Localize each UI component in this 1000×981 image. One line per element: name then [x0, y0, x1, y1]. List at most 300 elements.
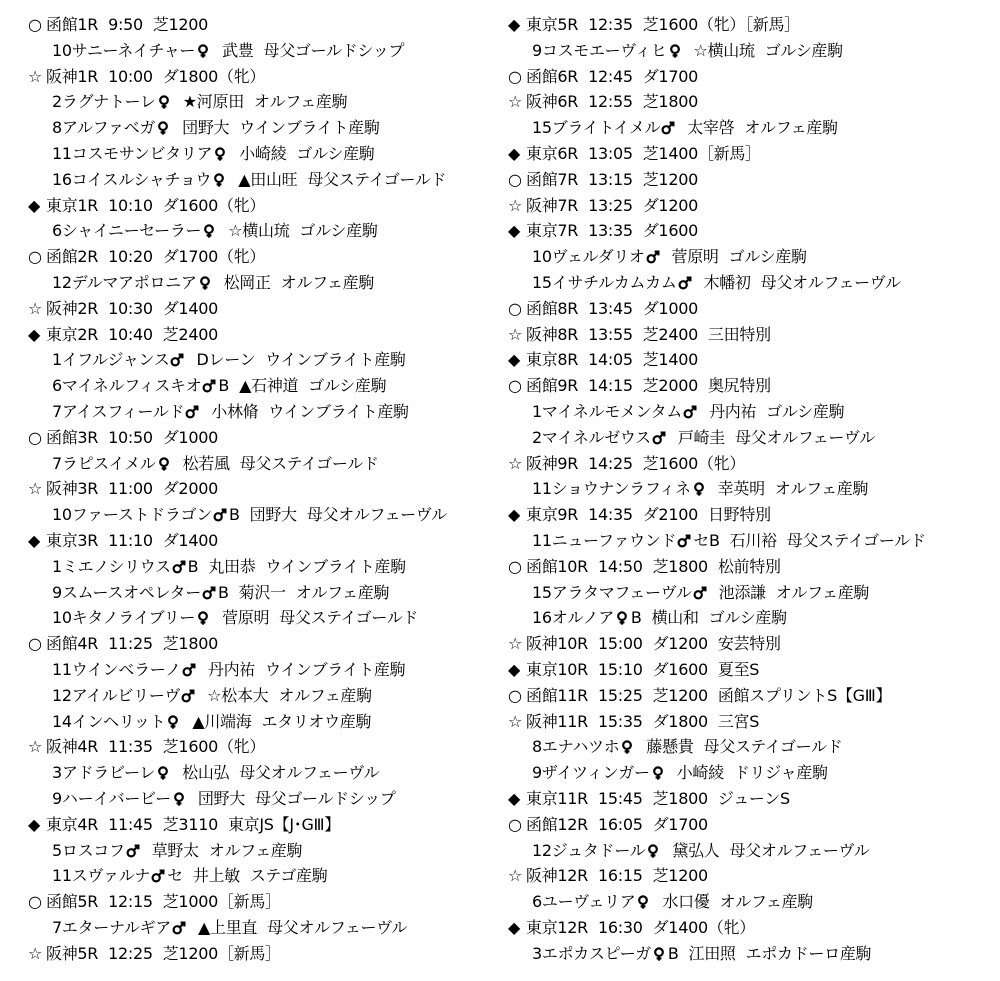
race-name: 阪神4R [46, 737, 99, 757]
horse-name: 10サニーネイチャー [52, 40, 196, 60]
horse-pedigree-note: 母父オルフェーヴル [239, 763, 380, 783]
horse-entry [508, 760, 988, 786]
race-header [508, 502, 988, 528]
jockey-name: 丹内祐 [207, 659, 255, 679]
jockey-name: 藤懸貴 [646, 737, 694, 757]
horse-pedigree-note: 母父オルフェーヴル [729, 840, 870, 860]
race-header [28, 425, 498, 451]
horse-pedigree-note: オルフェ産駒 [278, 685, 372, 705]
horse-pedigree-note: ウインブライト産駒 [268, 401, 409, 421]
race-time: 12:15 [108, 892, 153, 912]
race-mark: ◆ [28, 195, 41, 215]
jockey-name: 黛弘人 [672, 840, 720, 860]
race-header [28, 64, 498, 90]
horse-pedigree-note: ウインブライト産駒 [265, 350, 406, 370]
horse-name: 1ミエノシリウス [52, 556, 171, 576]
race-header [508, 167, 988, 193]
horse-suffix: B [630, 608, 642, 628]
race-mark: ○ [508, 556, 522, 576]
race-name: 阪神3R [46, 479, 99, 499]
horse-pedigree-note: ゴルシ産駒 [728, 247, 807, 267]
jockey-name: 小崎綾 [676, 763, 724, 783]
horse-name: 15ブライトイメル [532, 118, 661, 138]
race-name: 函館1R [46, 15, 99, 34]
race-title: 函館スプリントS【GⅢ】 [717, 685, 892, 705]
race-time: 14:35 [588, 505, 633, 525]
race-name: 函館2R [46, 247, 99, 267]
horse-name: 6マイネルフィスキオ [52, 376, 202, 396]
horse-suffix: B [228, 505, 240, 525]
race-mark: ☆ [508, 324, 523, 344]
horse-entry [28, 605, 498, 631]
race-header [28, 244, 498, 270]
horse-entry [508, 244, 988, 270]
race-name: 函館4R [46, 634, 99, 654]
horse-pedigree-note: 母父オルフェーヴル [760, 272, 901, 292]
horse-name: 11ウインベラーノ [52, 659, 181, 679]
jockey-name: ▲田山旺 [238, 169, 298, 189]
race-name: 函館3R [46, 427, 99, 447]
race-condition: ダ1800 [652, 711, 708, 731]
horse-name: 11コスモサンビタリア [52, 143, 213, 163]
race-name: 東京3R [46, 530, 99, 550]
race-condition: 芝1000［新馬］ [162, 892, 281, 912]
race-mark: ☆ [28, 479, 43, 499]
horse-pedigree-note: ゴルシ産駒 [764, 40, 843, 60]
race-condition: 芝1800 [162, 634, 218, 654]
female-symbol-icon [213, 147, 227, 161]
race-condition: ダ1200 [642, 195, 698, 215]
male-symbol-icon [151, 869, 165, 883]
jockey-name: 武豊 [222, 40, 254, 60]
race-header [508, 89, 988, 115]
horse-pedigree-note: エタリオウ産駒 [261, 711, 372, 731]
horse-name: 3アドラビーレ [52, 763, 156, 783]
horse-suffix: B [187, 556, 199, 576]
race-header [508, 812, 988, 838]
jockey-name: 木幡初 [703, 272, 751, 292]
female-symbol-icon [646, 844, 660, 858]
race-header [508, 218, 988, 244]
jockey-name: 井上敏 [192, 866, 240, 886]
race-condition: 芝2400 [162, 324, 218, 344]
race-header [28, 193, 498, 219]
male-symbol-icon [652, 431, 666, 445]
horse-pedigree-note: 母父オルフェーヴル [267, 917, 408, 937]
horse-pedigree-note: ウインブライト産駒 [264, 659, 406, 679]
race-header [508, 863, 988, 889]
horse-entry [28, 115, 498, 141]
horse-name: 6シャイニーセーラー [52, 221, 202, 241]
male-symbol-icon [181, 689, 195, 703]
race-name: 阪神11R [526, 711, 588, 731]
horse-entry [508, 399, 988, 425]
race-mark: ◆ [508, 143, 521, 163]
race-time: 10:40 [108, 324, 153, 344]
race-name: 東京6R [526, 143, 579, 163]
male-symbol-icon [185, 405, 199, 419]
race-condition: 芝3110 [162, 814, 218, 834]
horse-pedigree-note: ゴルシ産駒 [708, 608, 787, 628]
race-time: 10:10 [108, 195, 153, 215]
jockey-name: 江田照 [688, 943, 736, 963]
race-name: 阪神10R [526, 634, 588, 654]
race-time: 14:15 [588, 376, 633, 396]
race-condition: 芝1600（牝）［新馬］ [642, 15, 800, 34]
race-name: 東京1R [46, 195, 99, 215]
horse-entry [28, 760, 498, 786]
horse-entry [508, 115, 988, 141]
race-time: 12:55 [588, 92, 633, 112]
race-mark: ○ [28, 247, 42, 267]
jockey-name: ☆横山琉 [228, 221, 290, 241]
male-symbol-icon [126, 844, 140, 858]
horse-entry [28, 141, 498, 167]
race-name: 阪神7R [526, 195, 579, 215]
race-condition: 芝1200 [652, 685, 708, 705]
horse-name: 12アイルビリーヴ [52, 685, 181, 705]
race-time: 13:45 [588, 298, 633, 318]
race-time: 13:35 [588, 221, 633, 241]
race-time: 11:45 [108, 814, 153, 834]
jockey-name: 池添謙 [718, 582, 766, 602]
horse-pedigree-note: 母父オルフェーヴル [306, 505, 447, 525]
race-name: 阪神12R [526, 866, 588, 886]
race-time: 15:25 [597, 685, 643, 705]
race-time: 12:45 [588, 66, 633, 86]
race-name: 函館9R [526, 376, 579, 396]
race-mark: ○ [508, 814, 522, 834]
horse-entry [28, 915, 498, 941]
race-title: ジューンS [717, 788, 790, 808]
male-symbol-icon [182, 663, 196, 677]
horse-name: 10ファーストドラゴン [52, 505, 212, 525]
horse-pedigree-note: 母父ステイゴールド [703, 737, 843, 757]
horse-pedigree-note: オルフェ産駒 [253, 92, 348, 112]
race-mark: ◆ [508, 505, 521, 525]
jockey-name: 水口優 [662, 892, 710, 912]
race-mark: ◆ [508, 15, 521, 34]
race-title: 日野特別 [707, 505, 771, 525]
race-name: 東京5R [526, 15, 579, 34]
female-symbol-icon [202, 224, 216, 238]
jockey-name: ▲石神道 [239, 376, 299, 396]
horse-name: 15アラタマフェーヴル [532, 582, 692, 602]
horse-entry [28, 373, 498, 399]
male-symbol-icon [172, 921, 186, 935]
male-symbol-icon [693, 586, 707, 600]
horse-entry [28, 657, 498, 683]
jockey-name: 団野大 [182, 118, 230, 138]
race-name: 函館7R [526, 169, 579, 189]
jockey-name: Dレーン [196, 350, 256, 370]
race-name: 東京11R [526, 788, 588, 808]
race-condition: ダ1600（牝） [162, 195, 266, 215]
race-name: 阪神6R [526, 92, 579, 112]
horse-entry [28, 838, 498, 864]
race-mark: ◆ [508, 659, 521, 679]
race-condition: 芝2000 [642, 376, 698, 396]
race-mark: ☆ [28, 737, 43, 757]
race-time: 16:05 [597, 814, 643, 834]
jockey-name: 小崎綾 [239, 143, 287, 163]
male-symbol-icon [683, 405, 697, 419]
race-mark: ○ [508, 376, 522, 396]
horse-entry [28, 167, 498, 193]
race-header [28, 476, 498, 502]
race-name: 阪神9R [526, 453, 579, 473]
race-name: 阪神1R [46, 66, 99, 86]
female-symbol-icon [668, 44, 682, 58]
race-condition: ダ2000 [162, 479, 218, 499]
race-mark: ○ [28, 427, 42, 447]
horse-pedigree-note: オルフェ産駒 [208, 840, 303, 860]
race-condition: ダ1200 [652, 634, 708, 654]
race-name: 東京9R [526, 505, 579, 525]
race-mark: ◆ [28, 814, 41, 834]
horse-name: 16オルノア [532, 608, 614, 628]
horse-pedigree-note: ゴルシ産駒 [766, 401, 845, 421]
male-symbol-icon [661, 121, 675, 135]
race-condition: ダ1000 [642, 298, 698, 318]
horse-suffix: セB [693, 530, 720, 550]
horse-entry [508, 838, 988, 864]
race-name: 阪神2R [46, 298, 99, 318]
race-title: 夏至S [717, 659, 760, 679]
race-condition: ダ2100 [642, 505, 698, 525]
male-symbol-icon [678, 276, 692, 290]
male-symbol-icon [170, 353, 184, 367]
horse-pedigree-note: オルフェ産駒 [774, 479, 869, 499]
race-header [508, 709, 988, 735]
male-symbol-icon [202, 379, 216, 393]
jockey-name: ☆横山琉 [693, 40, 755, 60]
race-name: 東京8R [526, 350, 579, 370]
female-symbol-icon [198, 276, 212, 290]
horse-pedigree-note: 母父ステイゴールド [239, 453, 379, 473]
race-header [508, 141, 988, 167]
horse-suffix: B [217, 582, 229, 602]
race-header [508, 451, 988, 477]
race-mark: ○ [508, 169, 522, 189]
race-header [508, 296, 988, 322]
horse-name: 7アイスフィールド [52, 401, 185, 421]
race-title: 安芸特別 [717, 634, 781, 654]
male-symbol-icon [202, 586, 216, 600]
horse-name: 2ラグナトーレ [52, 92, 156, 112]
horse-name: 7エターナルギア [52, 917, 171, 937]
male-symbol-icon [172, 560, 186, 574]
race-header [508, 554, 988, 580]
female-symbol-icon [652, 947, 666, 961]
horse-entry [28, 218, 498, 244]
race-title: 東京JS【J･GⅢ】 [227, 814, 340, 834]
horse-entry [28, 399, 498, 425]
horse-pedigree-note: オルフェ産駒 [280, 272, 375, 292]
horse-name: 9ハーイバービー [52, 788, 171, 808]
race-name: 阪神8R [526, 324, 579, 344]
race-time: 11:10 [108, 530, 153, 550]
horse-pedigree-note: ステゴ産駒 [249, 866, 328, 886]
horse-pedigree-note: ゴルシ産駒 [296, 143, 375, 163]
race-condition: ダ1800（牝） [162, 66, 266, 86]
race-mark: ○ [28, 892, 42, 912]
horse-name: 3エポカスピーガ [532, 943, 651, 963]
horse-pedigree-note: ドリジャ産駒 [733, 763, 828, 783]
race-condition: 芝2400 [642, 324, 698, 344]
race-header [28, 889, 498, 915]
female-symbol-icon [615, 611, 629, 625]
horse-pedigree-note: ゴルシ産駒 [299, 221, 378, 241]
race-mark: ◆ [28, 530, 41, 550]
race-condition: ダ1000 [162, 427, 218, 447]
horse-pedigree-note: オルフェ産駒 [719, 892, 813, 912]
race-condition: 芝1600（牝） [162, 737, 266, 757]
race-mark: ○ [508, 685, 522, 705]
horse-pedigree-note: ウインブライト産駒 [265, 556, 406, 576]
race-time: 15:00 [597, 634, 643, 654]
horse-pedigree-note: 母父ゴールドシップ [263, 40, 405, 60]
jockey-name: 小林脩 [211, 401, 259, 421]
race-header [508, 193, 988, 219]
horse-entry [28, 89, 498, 115]
race-name: 函館12R [526, 814, 588, 834]
race-time: 10:30 [108, 298, 153, 318]
horse-pedigree-note: 母父ステイゴールド [786, 530, 926, 550]
horse-name: 10キタノライブリー [52, 608, 196, 628]
race-mark: ☆ [508, 92, 523, 112]
horse-name: 16コイスルシャチョウ [52, 169, 212, 189]
horse-entry [28, 863, 498, 889]
race-condition: ダ1600 [642, 221, 698, 241]
race-header [508, 322, 988, 348]
race-name: 函館6R [526, 66, 579, 86]
race-header [28, 528, 498, 554]
horse-entry [28, 451, 498, 477]
female-symbol-icon [157, 95, 171, 109]
race-condition: 芝1600（牝） [642, 453, 746, 473]
horse-name: 14インヘリット [52, 711, 166, 731]
race-name: 東京12R [526, 917, 588, 937]
race-mark: ☆ [28, 66, 43, 86]
horse-entry [508, 734, 988, 760]
jockey-name: 横山和 [651, 608, 699, 628]
jockey-name: 戸崎圭 [677, 427, 725, 447]
race-time: 14:25 [588, 453, 633, 473]
horse-name: 5ロスコフ [52, 840, 125, 860]
race-condition: ダ1700 [652, 814, 708, 834]
horse-entry [508, 425, 988, 451]
race-time: 11:35 [108, 737, 153, 757]
horse-entry [508, 528, 988, 554]
horse-entry [28, 554, 498, 580]
race-time: 13:55 [588, 324, 633, 344]
race-mark: ◆ [28, 324, 41, 344]
race-header [28, 12, 498, 38]
race-header [28, 322, 498, 348]
race-name: 東京2R [46, 324, 99, 344]
horse-entry [28, 580, 498, 606]
race-mark: ○ [28, 15, 42, 34]
race-name: 函館11R [526, 685, 588, 705]
race-mark: ☆ [508, 195, 523, 215]
race-name: 函館10R [526, 556, 588, 576]
race-time: 13:15 [588, 169, 633, 189]
female-symbol-icon [636, 895, 650, 909]
jockey-name: 松岡正 [223, 272, 271, 292]
horse-name: 1マイネルモメンタム [532, 401, 683, 421]
female-symbol-icon [172, 792, 186, 806]
race-title: 奥尻特別 [707, 376, 771, 396]
race-mark: ○ [508, 66, 522, 86]
race-header [508, 64, 988, 90]
horse-name: 2マイネルゼウス [532, 427, 651, 447]
race-header [28, 296, 498, 322]
jockey-name: 団野大 [249, 505, 297, 525]
female-symbol-icon [156, 121, 170, 135]
race-condition: 芝1200 [652, 866, 708, 886]
horse-pedigree-note: オルフェ産駒 [295, 582, 390, 602]
jockey-name: 菅原明 [222, 608, 270, 628]
jockey-name: 菊沢一 [238, 582, 286, 602]
race-time: 11:25 [108, 634, 153, 654]
race-mark: ◆ [508, 917, 521, 937]
race-name: 阪神5R [46, 943, 99, 963]
race-mark: ☆ [28, 943, 43, 963]
horse-entry [508, 580, 988, 606]
female-symbol-icon [212, 173, 226, 187]
race-name: 函館5R [46, 892, 99, 912]
female-symbol-icon [156, 766, 170, 780]
horse-entry [28, 502, 498, 528]
horse-entry [508, 476, 988, 502]
race-time: 11:00 [108, 479, 153, 499]
jockey-name: 松山弘 [182, 763, 230, 783]
horse-name: 11ショウナンラフィネ [532, 479, 691, 499]
race-time: 15:10 [597, 659, 643, 679]
race-time: 16:30 [597, 917, 643, 937]
horse-entry [28, 709, 498, 735]
race-time: 16:15 [597, 866, 643, 886]
jockey-name: 幸英明 [717, 479, 765, 499]
male-symbol-icon [677, 534, 691, 548]
race-condition: ダ1400 [162, 298, 218, 318]
race-condition: ダ1400（牝） [652, 917, 755, 937]
horse-name: 10ヴェルダリオ [532, 247, 645, 267]
female-symbol-icon [651, 766, 665, 780]
race-time: 10:50 [108, 427, 153, 447]
race-time: 10:20 [108, 247, 153, 267]
horse-entry [508, 889, 988, 915]
race-mark: ◆ [508, 788, 521, 808]
race-header [508, 373, 988, 399]
horse-entry [508, 38, 988, 64]
race-time: 12:25 [108, 943, 153, 963]
race-time: 15:45 [597, 788, 643, 808]
horse-suffix: B [667, 943, 679, 963]
horse-entry [508, 605, 988, 631]
horse-suffix: B [218, 376, 230, 396]
race-condition: ダ1600 [652, 659, 708, 679]
race-mark: ☆ [508, 453, 523, 473]
race-condition: 芝1400［新馬］ [642, 143, 761, 163]
female-symbol-icon [620, 740, 634, 754]
race-mark: ◆ [508, 221, 521, 241]
race-header [508, 347, 988, 373]
race-time: 14:50 [597, 556, 643, 576]
jockey-name: 団野大 [197, 788, 245, 808]
race-time: 9:50 [108, 15, 143, 34]
